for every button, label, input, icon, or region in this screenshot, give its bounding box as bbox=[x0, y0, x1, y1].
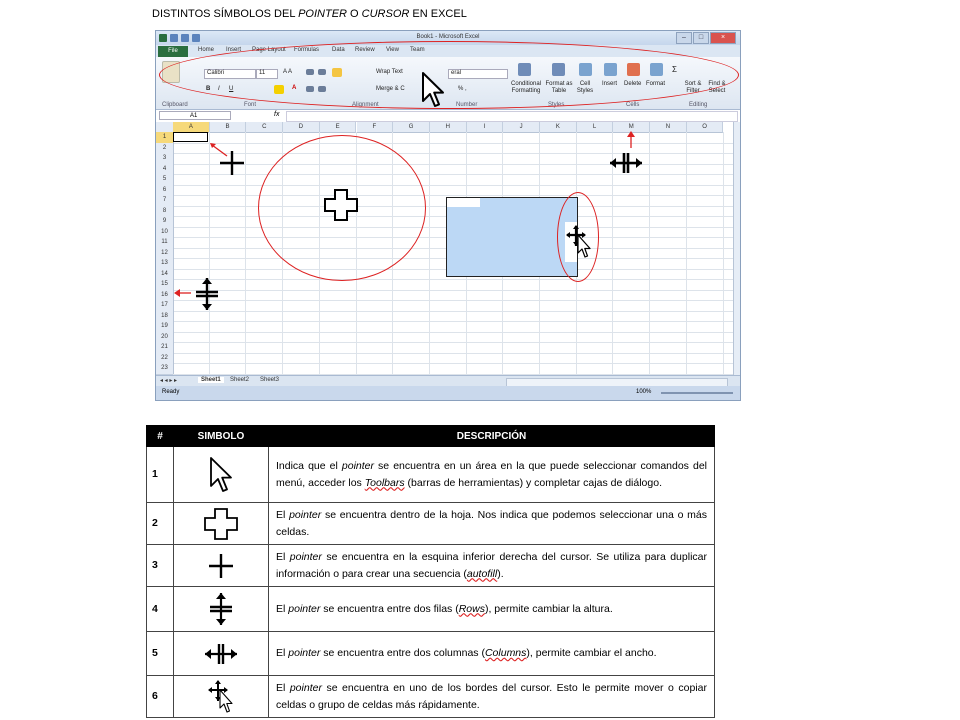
move-pointer-icon bbox=[565, 224, 593, 260]
row-number: 3 bbox=[147, 545, 174, 587]
row-header[interactable]: 12 bbox=[156, 248, 174, 260]
white-cross-icon bbox=[204, 508, 238, 540]
zoom-level[interactable]: 100% bbox=[636, 389, 652, 395]
autosum-icon[interactable]: Σ bbox=[672, 65, 677, 74]
column-header[interactable]: H bbox=[430, 122, 467, 133]
column-header[interactable]: G bbox=[393, 122, 430, 133]
close-button[interactable]: × bbox=[710, 32, 736, 44]
group-clipboard: Clipboard bbox=[162, 102, 188, 108]
gridline bbox=[173, 174, 734, 175]
red-arrow-icon bbox=[626, 131, 636, 149]
row-header[interactable]: 23 bbox=[156, 363, 174, 375]
gridline bbox=[173, 353, 734, 354]
arrow-pointer-icon bbox=[421, 71, 445, 109]
tab-insert[interactable]: Insert bbox=[226, 47, 242, 53]
group-editing: Editing bbox=[689, 102, 708, 108]
format-as-table-button[interactable]: Format as Table bbox=[545, 81, 573, 94]
symbol-description-table bbox=[146, 425, 715, 718]
sheet-tab-sheet3[interactable]: Sheet3 bbox=[260, 377, 280, 383]
italic-button[interactable]: I bbox=[218, 86, 220, 92]
fx-icon[interactable]: fx bbox=[274, 111, 280, 118]
move-pointer-icon bbox=[207, 679, 235, 715]
row-symbol bbox=[174, 545, 269, 587]
row-resize-icon bbox=[194, 277, 220, 311]
number-format-select[interactable]: eral bbox=[448, 69, 508, 79]
active-cell bbox=[447, 198, 480, 207]
insert-cells-button[interactable]: Insert bbox=[602, 81, 618, 87]
row-header[interactable]: 13 bbox=[156, 258, 174, 270]
row-header[interactable]: 10 bbox=[156, 227, 174, 239]
column-header[interactable]: D bbox=[283, 122, 320, 133]
row-symbol bbox=[174, 587, 269, 632]
tab-view[interactable]: View bbox=[386, 47, 399, 53]
column-header[interactable]: A bbox=[173, 122, 210, 133]
table-row bbox=[147, 632, 715, 676]
percent-button[interactable]: % , bbox=[458, 86, 467, 92]
column-header[interactable]: I bbox=[467, 122, 504, 133]
row-symbol bbox=[174, 503, 269, 545]
maximize-button[interactable]: □ bbox=[693, 32, 709, 44]
group-styles: Styles bbox=[548, 102, 565, 108]
row-header[interactable]: 1 bbox=[156, 132, 174, 144]
name-box[interactable]: A1 bbox=[159, 111, 231, 120]
row-symbol bbox=[174, 632, 269, 676]
gridline bbox=[173, 164, 734, 165]
row-description: El pointer se encuentra entre dos filas (Rows), permite cambiar la altura. bbox=[269, 587, 715, 632]
status-text: Ready bbox=[162, 389, 180, 395]
gridline bbox=[173, 290, 734, 291]
gridline bbox=[209, 132, 210, 375]
row-number: 1 bbox=[147, 447, 174, 503]
gridline bbox=[173, 363, 734, 364]
underline-button[interactable]: U bbox=[229, 86, 234, 92]
group-number: Number bbox=[456, 102, 478, 108]
table-row bbox=[147, 545, 715, 587]
gridline bbox=[173, 185, 734, 186]
formula-input[interactable] bbox=[286, 111, 738, 122]
grow-font-button[interactable]: A A bbox=[283, 69, 293, 75]
column-header[interactable]: M bbox=[613, 122, 650, 133]
arrow-pointer-icon bbox=[208, 456, 234, 494]
header-symbol: SIMBOLO bbox=[174, 426, 269, 447]
row-resize-icon bbox=[208, 592, 234, 626]
gridline bbox=[173, 279, 734, 280]
row-number: 2 bbox=[147, 503, 174, 545]
gridline bbox=[649, 132, 650, 375]
tab-home[interactable]: Home bbox=[198, 47, 215, 53]
row-header[interactable]: 22 bbox=[156, 353, 174, 365]
row-header[interactable]: 14 bbox=[156, 269, 174, 281]
column-header[interactable]: C bbox=[246, 122, 283, 133]
column-resize-icon bbox=[609, 151, 643, 175]
vertical-scrollbar[interactable] bbox=[733, 122, 740, 375]
sheet-tab-sheet2[interactable]: Sheet2 bbox=[230, 377, 250, 383]
row-header[interactable]: 11 bbox=[156, 237, 174, 249]
format-cells-button[interactable]: Format bbox=[646, 81, 666, 87]
row-description: El pointer se encuentra en uno de los bordes del cursor. Esto le permite mover o copiar celdas o grupo de celdas más rápidamente. bbox=[269, 676, 715, 718]
zoom-slider[interactable] bbox=[661, 392, 733, 394]
table-header-row bbox=[147, 426, 715, 447]
font-name-select[interactable]: Calibri bbox=[204, 69, 256, 79]
group-font: Font bbox=[244, 102, 257, 108]
tab-formulas[interactable]: Formulas bbox=[294, 47, 320, 53]
column-header[interactable]: J bbox=[503, 122, 540, 133]
row-header[interactable]: 9 bbox=[156, 216, 174, 228]
merge-center-button[interactable]: Merge & C bbox=[376, 86, 405, 92]
font-size-select[interactable]: 11 bbox=[256, 69, 278, 79]
tab-page-layout[interactable]: Page Layout bbox=[252, 47, 286, 53]
gridline bbox=[686, 132, 687, 375]
white-cross-icon bbox=[324, 189, 358, 221]
gridline bbox=[173, 311, 734, 312]
row-header[interactable]: 19 bbox=[156, 321, 174, 333]
sheet-tab-sheet1[interactable]: Sheet1 bbox=[198, 377, 224, 383]
column-header[interactable]: L bbox=[577, 122, 614, 133]
table-row bbox=[147, 587, 715, 632]
row-number: 4 bbox=[147, 587, 174, 632]
column-header[interactable]: B bbox=[210, 122, 247, 133]
tab-team[interactable]: Team bbox=[410, 47, 425, 53]
find-select-button[interactable]: Find & Select bbox=[708, 81, 726, 94]
table-row bbox=[147, 676, 715, 718]
column-header[interactable]: F bbox=[357, 122, 394, 133]
row-header[interactable]: 18 bbox=[156, 311, 174, 323]
document-title: DISTINTOS SÍMBOLOS DEL POINTER O CURSOR EN EXCEL bbox=[152, 8, 467, 20]
row-header[interactable]: 7 bbox=[156, 195, 174, 207]
gridline bbox=[173, 300, 734, 301]
row-description: El pointer se encuentra entre dos columnas (Columns), permite cambiar el ancho. bbox=[269, 632, 715, 676]
gridline bbox=[723, 132, 724, 375]
row-header[interactable]: 4 bbox=[156, 164, 174, 176]
gridline bbox=[173, 195, 734, 196]
tab-file[interactable]: File bbox=[158, 46, 188, 57]
bold-button[interactable]: B bbox=[206, 86, 211, 92]
sheet-nav-buttons[interactable]: ◂ ◂ ▸ ▸ bbox=[160, 378, 178, 384]
ribbon-highlight-ellipse bbox=[159, 41, 739, 109]
group-alignment: Alignment bbox=[352, 102, 379, 108]
group-cells: Cells bbox=[626, 102, 640, 108]
row-header[interactable]: 17 bbox=[156, 300, 174, 312]
font-color-icon[interactable]: A bbox=[292, 85, 297, 91]
header-description: DESCRIPCIÓN bbox=[269, 426, 715, 447]
conditional-formatting-button[interactable]: Conditional Formatting bbox=[511, 81, 542, 94]
row-symbol bbox=[174, 447, 269, 503]
row-description: El pointer se encuentra en la esquina inferior derecha del cursor. Se utiliza para duplicar información o para crear una secuencia (autofill). bbox=[269, 545, 715, 587]
table-row bbox=[147, 503, 715, 545]
red-arrow-icon bbox=[174, 288, 192, 298]
row-header[interactable]: 21 bbox=[156, 342, 174, 354]
row-header[interactable]: 8 bbox=[156, 206, 174, 218]
gridline bbox=[173, 321, 734, 322]
row-header[interactable]: 2 bbox=[156, 143, 174, 155]
row-description: Indica que el pointer se encuentra en un área en la que puede seleccionar comandos del menú, acceder los Toolbars (barras de herramientas) y completar cajas de diálogo. bbox=[269, 447, 715, 503]
active-cell-a1[interactable] bbox=[173, 132, 208, 142]
row-header[interactable]: 16 bbox=[156, 290, 174, 302]
column-header[interactable]: K bbox=[540, 122, 577, 133]
row-header[interactable]: 5 bbox=[156, 174, 174, 186]
gridline bbox=[173, 332, 734, 333]
tab-review[interactable]: Review bbox=[355, 47, 375, 53]
gridline bbox=[173, 342, 734, 343]
row-number: 6 bbox=[147, 676, 174, 718]
row-number: 5 bbox=[147, 632, 174, 676]
status-bar bbox=[156, 386, 740, 400]
row-header[interactable]: 20 bbox=[156, 332, 174, 344]
red-arrow-icon bbox=[209, 142, 229, 158]
row-header[interactable]: 15 bbox=[156, 279, 174, 291]
wrap-text-button[interactable]: Wrap Text bbox=[376, 69, 403, 75]
column-header[interactable]: E bbox=[320, 122, 357, 133]
excel-screenshot bbox=[155, 30, 741, 401]
gridline bbox=[173, 153, 734, 154]
gridline bbox=[429, 132, 430, 375]
gridline bbox=[173, 143, 734, 144]
window-title: Book1 - Microsoft Excel bbox=[416, 34, 480, 40]
column-header[interactable]: N bbox=[650, 122, 687, 133]
header-number: # bbox=[147, 426, 174, 447]
row-symbol bbox=[174, 676, 269, 718]
cell-styles-button[interactable]: Cell Styles bbox=[576, 81, 594, 94]
row-header[interactable]: 6 bbox=[156, 185, 174, 197]
column-resize-icon bbox=[204, 642, 238, 666]
table-row bbox=[147, 447, 715, 503]
column-header[interactable]: O bbox=[687, 122, 724, 133]
sort-filter-button[interactable]: Sort & Filter bbox=[684, 81, 702, 94]
tab-data[interactable]: Data bbox=[332, 47, 345, 53]
row-description: El pointer se encuentra dentro de la hoja. Nos indica que podemos seleccionar una o más celdas. bbox=[269, 503, 715, 545]
row-header[interactable]: 3 bbox=[156, 153, 174, 165]
minimize-button[interactable]: – bbox=[676, 32, 692, 44]
thin-cross-icon bbox=[207, 552, 235, 580]
delete-cells-button[interactable]: Delete bbox=[624, 81, 642, 87]
